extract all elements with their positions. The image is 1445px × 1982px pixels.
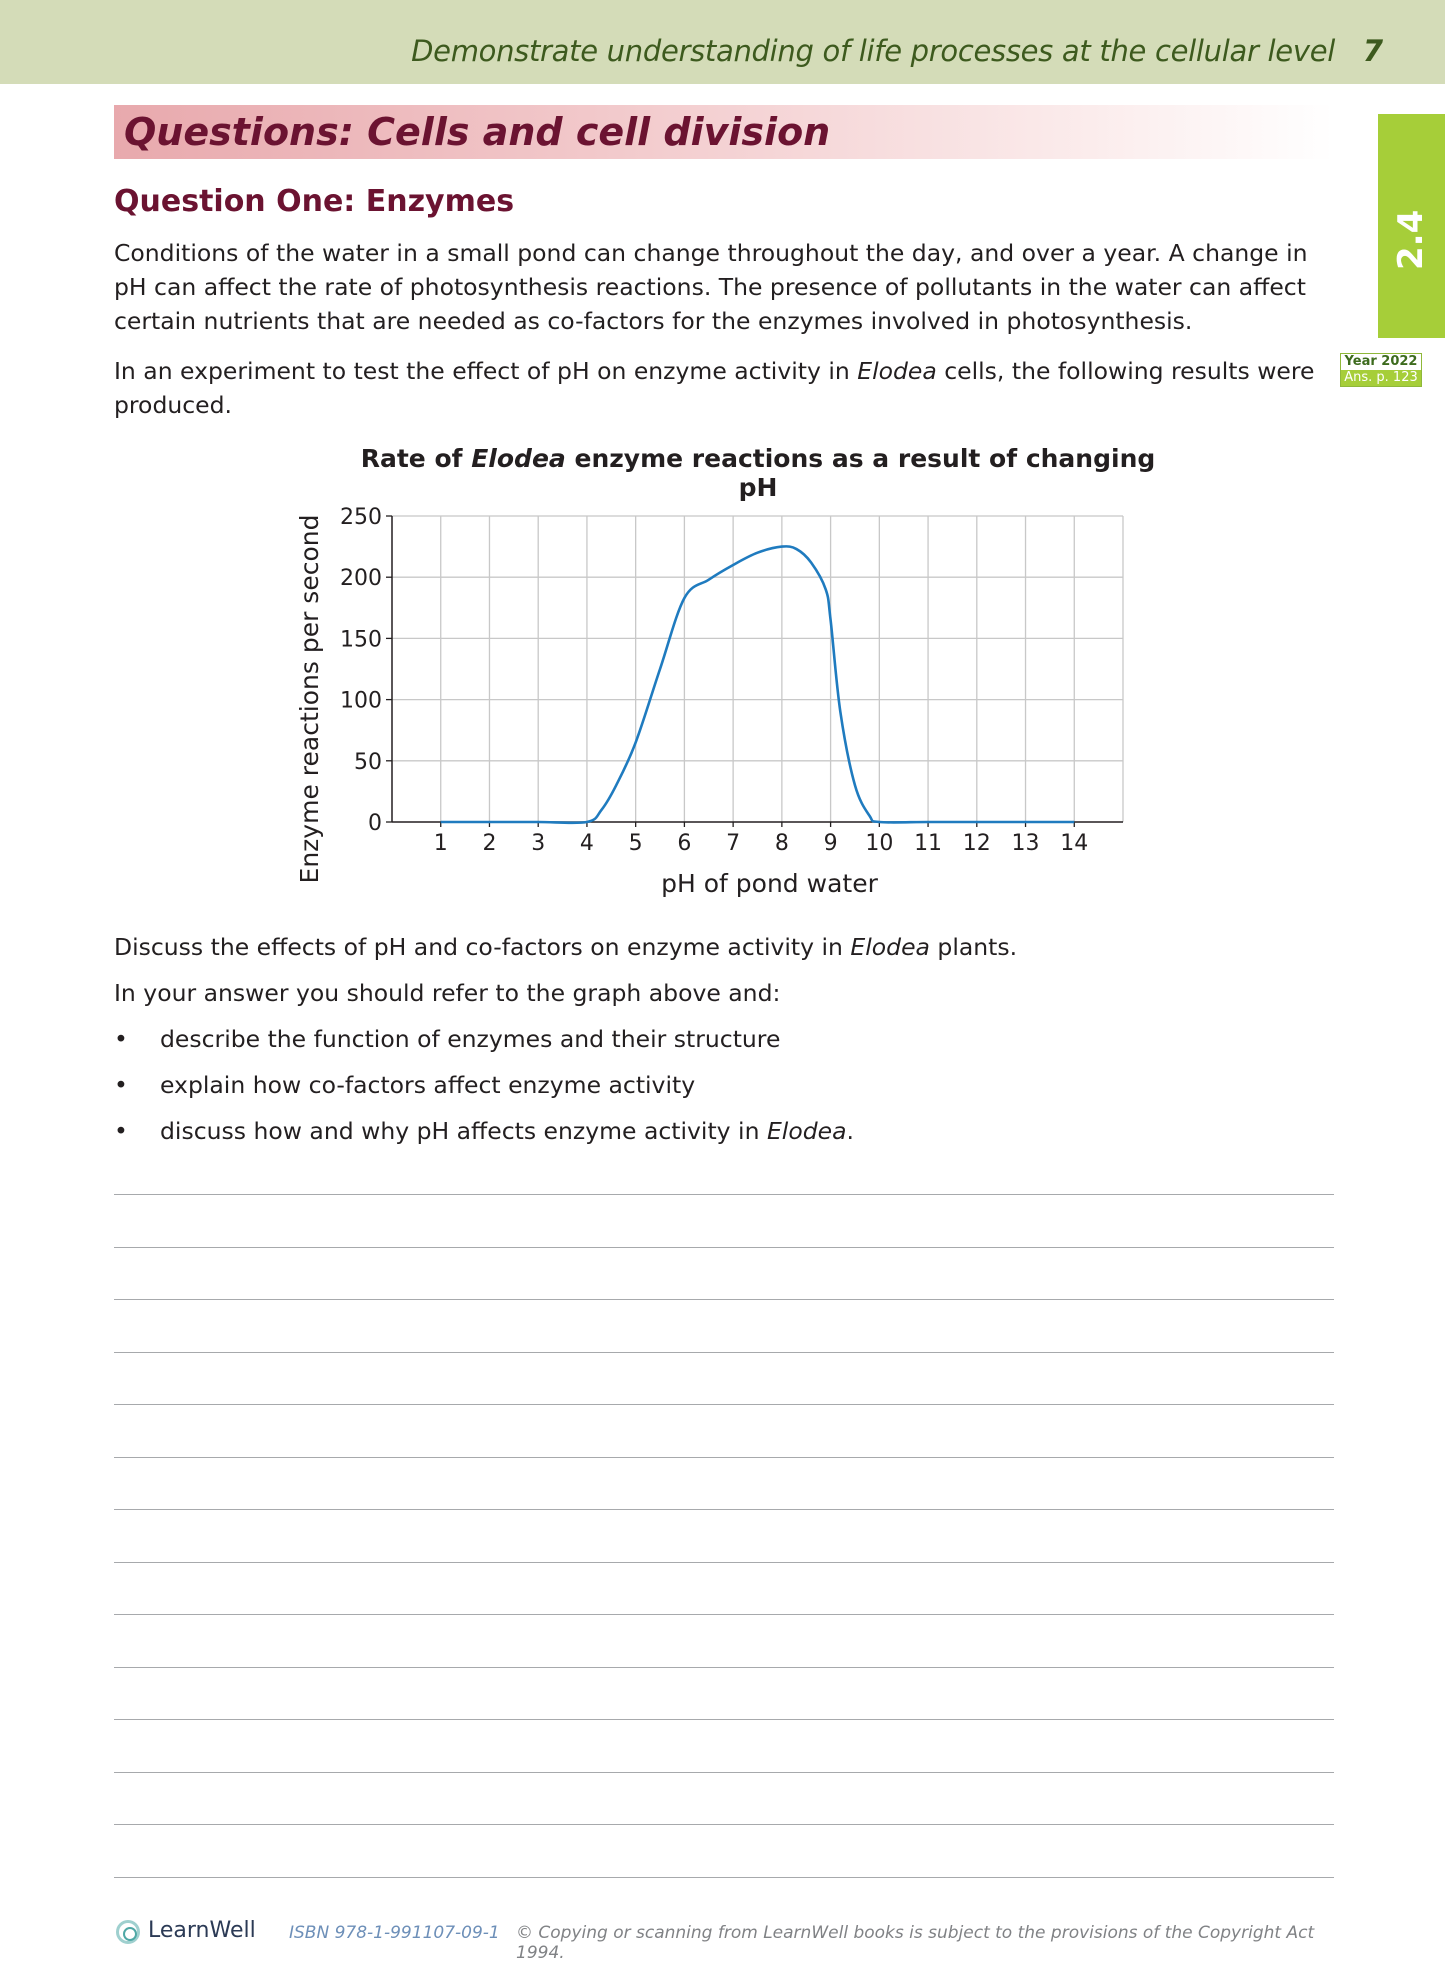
x-tick-label: 8 bbox=[774, 831, 789, 856]
answer-line[interactable] bbox=[114, 1299, 1334, 1300]
enzyme-ph-chart bbox=[280, 488, 1140, 908]
year-badge bbox=[1340, 353, 1422, 387]
answer-line[interactable] bbox=[114, 1194, 1334, 1195]
discuss-prompt: Discuss the effects of pH and co-factors on enzyme activity in Elodea plants. bbox=[114, 933, 1018, 961]
answer-line[interactable] bbox=[114, 1352, 1334, 1353]
x-tick-label: 6 bbox=[677, 831, 692, 856]
y-tick-label: 250 bbox=[340, 505, 382, 530]
footer bbox=[114, 1916, 1334, 1963]
y-tick-label: 150 bbox=[340, 627, 382, 653]
y-tick-label: 100 bbox=[340, 688, 382, 714]
answer-line[interactable] bbox=[114, 1719, 1334, 1720]
x-tick-label: 7 bbox=[726, 831, 741, 856]
y-tick-label: 50 bbox=[354, 749, 382, 775]
page-number: 7 bbox=[1362, 34, 1383, 68]
answer-line[interactable] bbox=[114, 1824, 1334, 1825]
answer-line[interactable] bbox=[114, 1457, 1334, 1458]
x-tick-label: 10 bbox=[865, 831, 894, 856]
y-axis-label: Enzyme reactions per second bbox=[295, 514, 324, 884]
x-axis-label: pH of pond water bbox=[661, 869, 878, 898]
answer-line[interactable] bbox=[114, 1614, 1334, 1615]
x-tick-label: 5 bbox=[628, 831, 643, 856]
bullet-glyph: • bbox=[114, 1071, 128, 1099]
x-tick-label: 4 bbox=[579, 831, 594, 856]
isbn: ISBN 978-1-991107-09-1 bbox=[289, 1923, 500, 1943]
answer-line[interactable] bbox=[114, 1247, 1334, 1248]
intro-paragraph: Conditions of the water in a small pond can change throughout the day, and over a year. A change in pH can affect the rate of photosynthesis reactions. The presence of pollutants in the water can affect certain nutrients that are needed as co-factors for the enzymes involved in photosynthesis. bbox=[114, 239, 1308, 335]
answers-page-label: Ans. p. 123 bbox=[1341, 370, 1421, 386]
x-tick-label: 1 bbox=[433, 831, 448, 856]
answer-instruction: In your answer you should refer to the graph above and: bbox=[114, 979, 781, 1007]
x-tick-label: 13 bbox=[1011, 831, 1040, 856]
running-header-title: Demonstrate understanding of life processes at the cellular level bbox=[411, 34, 1335, 68]
x-tick-label: 9 bbox=[823, 831, 838, 856]
standard-tab-label: 2.4 bbox=[1391, 209, 1431, 270]
x-tick-label: 14 bbox=[1060, 831, 1089, 856]
series-line bbox=[441, 546, 1075, 823]
copyright-notice: © Copying or scanning from LearnWell books is subject to the provisions of the Copyright Act 1994. bbox=[516, 1923, 1315, 1963]
learnwell-logo-icon bbox=[116, 1920, 140, 1944]
publisher-logo-text: LearnWell bbox=[148, 1918, 256, 1943]
answer-line[interactable] bbox=[114, 1404, 1334, 1405]
answer-line[interactable] bbox=[114, 1772, 1334, 1773]
answer-line[interactable] bbox=[114, 1509, 1334, 1510]
question-heading: Question One: Enzymes bbox=[114, 184, 515, 219]
y-tick-label: 0 bbox=[368, 811, 382, 836]
answer-line[interactable] bbox=[114, 1562, 1334, 1563]
year-label: Year 2022 bbox=[1341, 354, 1421, 370]
section-title: Questions: Cells and cell division bbox=[124, 110, 831, 154]
chart-title: Rate of Elodea enzyme reactions as a result of changing pH bbox=[360, 444, 1156, 502]
x-tick-label: 3 bbox=[531, 831, 546, 856]
answer-line[interactable] bbox=[114, 1667, 1334, 1668]
experiment-paragraph: In an experiment to test the effect of pH on enzyme activity in Elodea cells, the following results were produced. bbox=[114, 357, 1315, 419]
x-tick-label: 12 bbox=[962, 831, 991, 856]
bullet-glyph: • bbox=[114, 1025, 128, 1053]
x-tick-label: 2 bbox=[482, 831, 497, 856]
x-tick-label: 11 bbox=[914, 831, 943, 856]
bullet-glyph: • bbox=[114, 1117, 128, 1145]
answer-line[interactable] bbox=[114, 1877, 1334, 1878]
y-tick-label: 200 bbox=[340, 566, 382, 592]
